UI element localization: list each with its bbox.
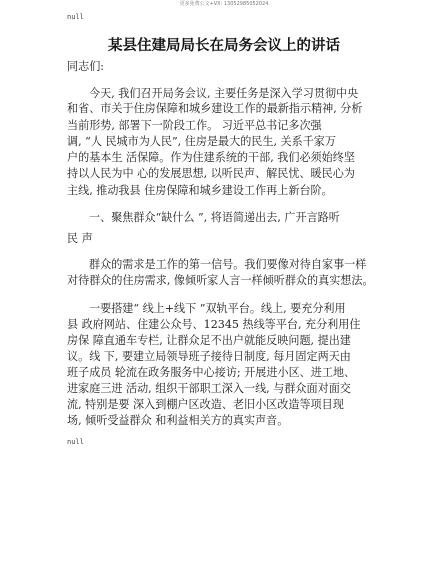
- body-line: 调, “人 民城市为人民”, 住房是最大的民生, 关系千家万: [67, 135, 336, 148]
- body-line: 主线, 推动我县 住房保障和城乡建设工作再上新台阶。: [67, 184, 333, 197]
- body-line: 持以人民为中 心的发展思想, 以听民声、解民忧、暖民心为: [67, 167, 355, 180]
- null-marker-bottom: null: [67, 438, 84, 446]
- document-title: 某县住建局局长在局务会议上的讲话: [108, 38, 340, 54]
- body-line: 今天, 我们召开局务会议, 主要任务是深入学习贯彻中央: [89, 87, 359, 100]
- body-line: 对待群众的住房需求, 像倾听家人言一样倾听群众的真实想法。: [67, 274, 374, 287]
- body-line: 班子成员 轮流在政务服务中心接访; 开展进小区、进工地、: [67, 366, 356, 379]
- body-line: 房保 障直通车专栏, 让群众足不出户就能反映问题, 提出建: [67, 334, 351, 347]
- body-line: 一要搭建“ 线上+线下 ”双轨平台。线上, 要充分利用: [89, 302, 346, 315]
- section-heading: 民 声: [67, 232, 93, 245]
- body-line: 县 政府网站、住建公众号、12345 热线等平台, 充分利用住: [67, 318, 361, 331]
- salutation: 同志们:: [67, 60, 105, 73]
- page-banner: 更多免费公文+VX: 13052985052024: [179, 1, 269, 7]
- body-line: 当前形势, 部署下一阶段工作。 习近平总书记多次强: [67, 119, 322, 132]
- body-line: 进家庭三进 活动, 组织干部职工深入一线, 与群众面对面交: [67, 382, 351, 395]
- body-line: 和省、市关于住房保障和城乡建设工作的最新指示精神, 分析: [67, 102, 363, 115]
- body-line: 场, 倾听受益群众 和利益相关方的真实声音。: [67, 414, 289, 427]
- null-marker-top: null: [67, 13, 84, 21]
- section-heading: 一、聚焦群众“缺什么 ”, 将语简递出去, 广开言路听: [89, 211, 340, 224]
- body-line: 群众的需求是工作的第一信号。我们要像对待自家事一样: [89, 258, 367, 271]
- body-line: 流, 特别是要 深入到棚户区改造、老旧小区改造等项目现: [67, 398, 344, 411]
- body-line: 户的基本生 活保障。作为住建系统的干部, 我们必须始终坚: [67, 151, 355, 164]
- body-line: 议。线 下, 要建立局领导班子接待日制度, 每月固定两天由: [67, 350, 351, 363]
